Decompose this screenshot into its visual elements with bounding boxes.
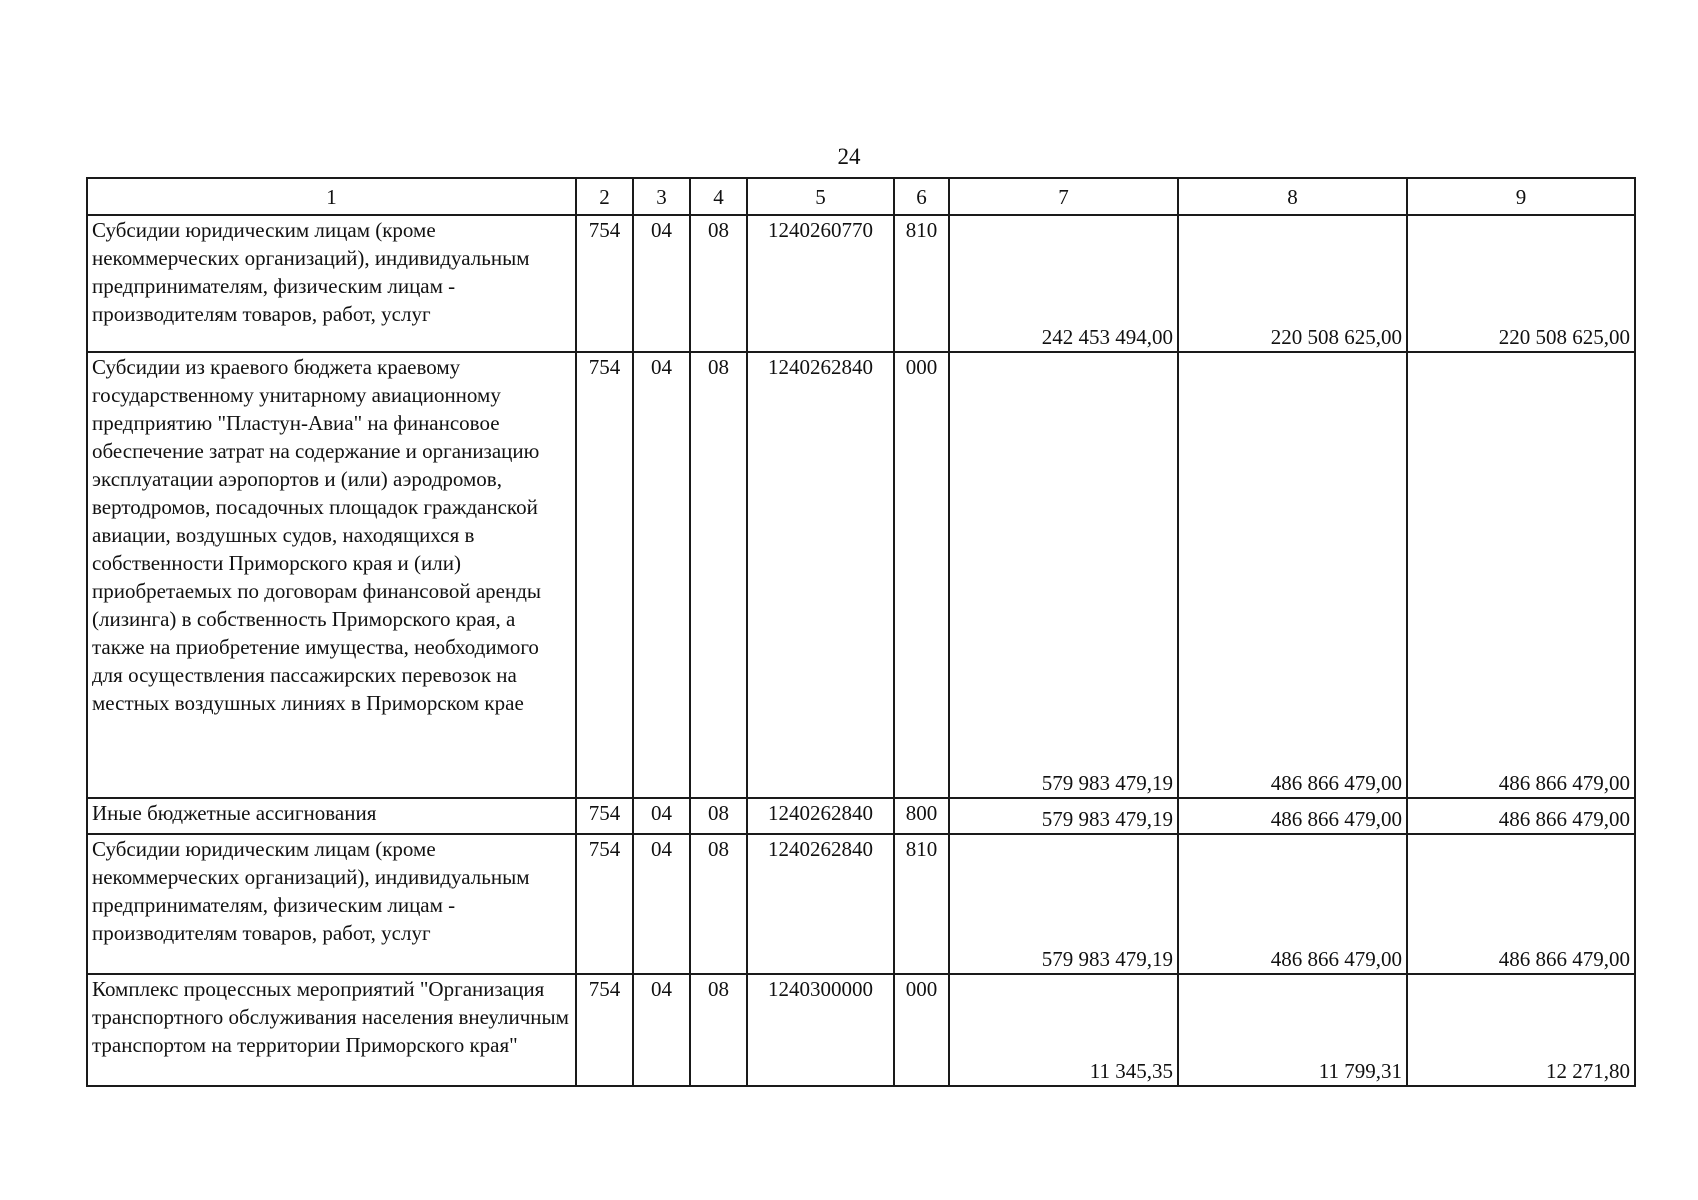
amount-col-9: 486 866 479,00 bbox=[1407, 798, 1635, 834]
ministry-code: 754 bbox=[576, 352, 633, 798]
table-row bbox=[87, 974, 1635, 1086]
table-header-row bbox=[87, 178, 1635, 215]
expense-type-code: 810 bbox=[894, 834, 949, 974]
ministry-code: 754 bbox=[576, 834, 633, 974]
column-header: 1 bbox=[87, 178, 576, 215]
table-row bbox=[87, 352, 1635, 798]
row-name: Субсидии юридическим лицам (кроме некоммерческих организаций), индивидуальным предпринимателям, физическим лицам - производителям товаров, работ, услуг bbox=[87, 834, 576, 974]
amount-col-8: 486 866 479,00 bbox=[1178, 352, 1407, 798]
subsection-code: 08 bbox=[690, 798, 747, 834]
amount-col-7: 242 453 494,00 bbox=[949, 215, 1178, 352]
section-code: 04 bbox=[633, 215, 690, 352]
section-code: 04 bbox=[633, 352, 690, 798]
section-code: 04 bbox=[633, 974, 690, 1086]
target-article-code: 1240262840 bbox=[747, 798, 894, 834]
expense-type-code: 000 bbox=[894, 352, 949, 798]
expense-type-code: 810 bbox=[894, 215, 949, 352]
target-article-code: 1240262840 bbox=[747, 352, 894, 798]
expense-type-code: 800 bbox=[894, 798, 949, 834]
column-header: 4 bbox=[690, 178, 747, 215]
amount-col-8: 11 799,31 bbox=[1178, 974, 1407, 1086]
amount-col-9: 220 508 625,00 bbox=[1407, 215, 1635, 352]
column-header: 2 bbox=[576, 178, 633, 215]
amount-col-9: 486 866 479,00 bbox=[1407, 352, 1635, 798]
column-header: 9 bbox=[1407, 178, 1635, 215]
section-code: 04 bbox=[633, 798, 690, 834]
target-article-code: 1240262840 bbox=[747, 834, 894, 974]
row-name: Субсидии из краевого бюджета краевому государственному унитарному авиационному предприятию "Пластун-Авиа" на финансовое обеспечение затрат на содержание и организацию эксплуатации аэропортов и (или) аэродромов, вертодромов, посадочных площадок гражданской авиации, воздушных судов, находящихся в собственности Приморского края и (или) приобретаемых по договорам финансовой аренды (лизинга) в собственность Приморского края, а также на приобретение имущества, необходимого для осуществления пассажирских перевозок на местных воздушных линиях в Приморском крае bbox=[87, 352, 576, 798]
table-row bbox=[87, 215, 1635, 352]
subsection-code: 08 bbox=[690, 974, 747, 1086]
target-article-code: 1240260770 bbox=[747, 215, 894, 352]
amount-col-7: 579 983 479,19 bbox=[949, 798, 1178, 834]
amount-col-7: 579 983 479,19 bbox=[949, 352, 1178, 798]
amount-col-9: 486 866 479,00 bbox=[1407, 834, 1635, 974]
section-code: 04 bbox=[633, 834, 690, 974]
amount-col-7: 579 983 479,19 bbox=[949, 834, 1178, 974]
ministry-code: 754 bbox=[576, 798, 633, 834]
ministry-code: 754 bbox=[576, 974, 633, 1086]
page-number: 24 bbox=[837, 144, 861, 169]
subsection-code: 08 bbox=[690, 352, 747, 798]
table-row bbox=[87, 798, 1635, 834]
row-name: Субсидии юридическим лицам (кроме некоммерческих организаций), индивидуальным предпринимателям, физическим лицам - производителям товаров, работ, услуг bbox=[87, 215, 576, 352]
subsection-code: 08 bbox=[690, 834, 747, 974]
amount-col-9: 12 271,80 bbox=[1407, 974, 1635, 1086]
column-header: 8 bbox=[1178, 178, 1407, 215]
column-header: 7 bbox=[949, 178, 1178, 215]
column-header: 6 bbox=[894, 178, 949, 215]
amount-col-8: 486 866 479,00 bbox=[1178, 798, 1407, 834]
amount-col-8: 486 866 479,00 bbox=[1178, 834, 1407, 974]
amount-col-8: 220 508 625,00 bbox=[1178, 215, 1407, 352]
row-name: Комплекс процессных мероприятий "Организация транспортного обслуживания населения внеуличным транспортом на территории Приморского края" bbox=[87, 974, 576, 1086]
ministry-code: 754 bbox=[576, 215, 633, 352]
subsection-code: 08 bbox=[690, 215, 747, 352]
budget-table bbox=[86, 177, 1636, 1087]
table-row bbox=[87, 834, 1635, 974]
row-name: Иные бюджетные ассигнования bbox=[87, 798, 576, 834]
amount-col-7: 11 345,35 bbox=[949, 974, 1178, 1086]
target-article-code: 1240300000 bbox=[747, 974, 894, 1086]
expense-type-code: 000 bbox=[894, 974, 949, 1086]
column-header: 3 bbox=[633, 178, 690, 215]
column-header: 5 bbox=[747, 178, 894, 215]
